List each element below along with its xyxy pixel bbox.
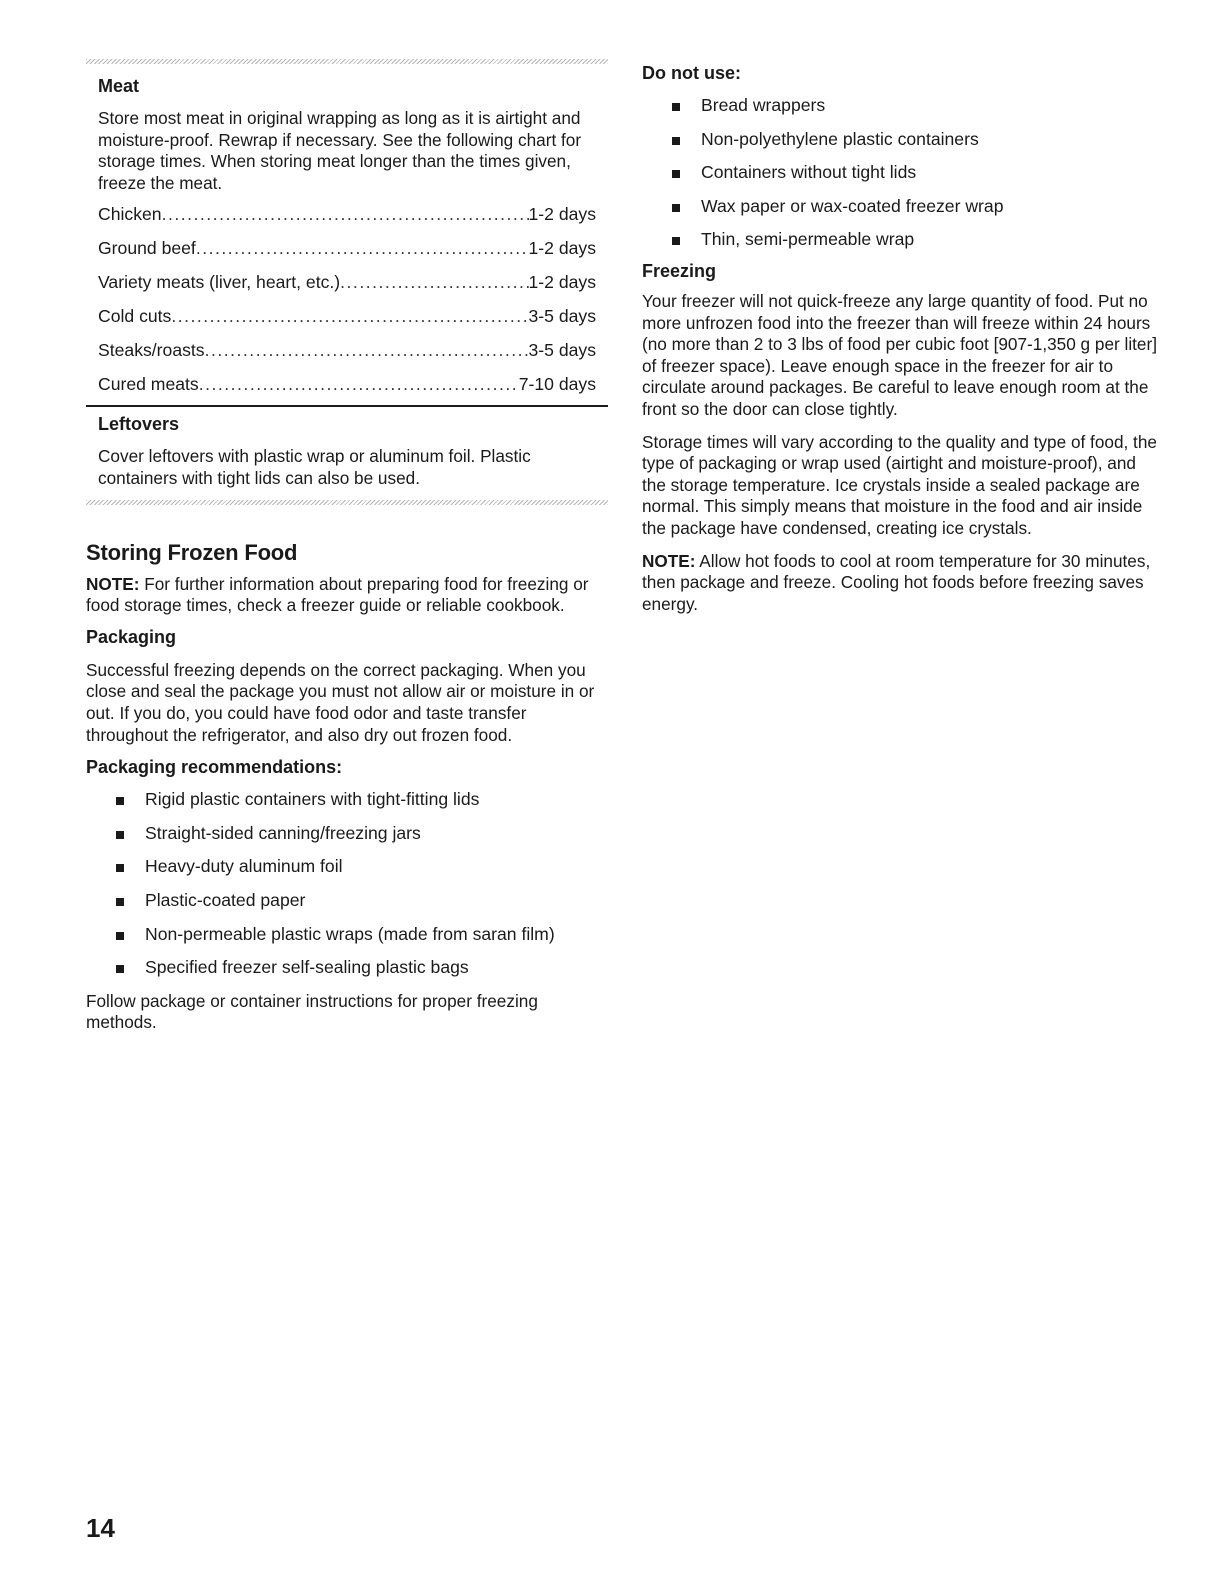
square-bullet-icon: [116, 932, 124, 940]
freezing-heading: Freezing: [642, 260, 717, 281]
dot-leader: [196, 231, 529, 265]
note-label: NOTE:: [642, 550, 696, 571]
square-bullet-icon: [116, 965, 124, 973]
list-item: Specified freezer self-sealing plastic bags: [86, 957, 608, 979]
bottom-hatch-border: [86, 500, 608, 505]
meat-time: 1-2 days: [528, 204, 596, 225]
meat-body: Store most meat in original wrapping as long as it is airtight and moisture-proof. Rewrap if necessary. See the following chart for storage times. When storing meat longer than the times given, freeze the meat.: [98, 108, 582, 193]
dot-leader: [205, 333, 529, 367]
follow-instructions: Follow package or container instructions for proper freezing methods.: [86, 990, 538, 1033]
note-text: For further information about preparing food for freezing or food storage times, check a freezer guide or reliable cookbook.: [86, 573, 589, 616]
square-bullet-icon: [116, 797, 124, 805]
meat-item: Steaks/roasts: [98, 340, 205, 361]
table-row: [98, 197, 596, 231]
square-bullet-icon: [672, 170, 680, 178]
meat-item: Cured meats: [98, 374, 199, 395]
list-item: Bread wrappers: [642, 95, 1162, 117]
meat-item: Variety meats (liver, heart, etc.): [98, 272, 341, 293]
list-item: Heavy-duty aluminum foil: [86, 856, 608, 878]
meat-time: 1-2 days: [528, 272, 596, 293]
square-bullet-icon: [116, 864, 124, 872]
left-column: [86, 0, 608, 1034]
meat-time: 3-5 days: [528, 340, 596, 361]
table-row: [98, 333, 596, 367]
do-not-use-list: [642, 95, 1162, 251]
storing-note: [86, 574, 608, 617]
meat-item: Cold cuts: [98, 306, 172, 327]
note-text: Allow hot foods to cool at room temperature for 30 minutes, then package and freeze. Cooling hot foods before freezing saves energy.: [642, 550, 1151, 614]
dot-leader: [340, 265, 528, 299]
list-item: Straight-sided canning/freezing jars: [86, 823, 608, 845]
leftovers-section: [86, 412, 608, 489]
meat-time: 7-10 days: [518, 374, 596, 395]
page-number: 14: [86, 1513, 115, 1543]
meat-item: Chicken: [98, 204, 162, 225]
packaging-body: Successful freezing depends on the correct packaging. When you close and seal the package you must not allow air or moisture in or out. If you do, you could have food odor and taste transfer throughout the refrigerator, and also dry out frozen food.: [86, 659, 595, 745]
square-bullet-icon: [672, 137, 680, 145]
list-item: Thin, semi-permeable wrap: [642, 229, 1162, 251]
freezing-body: Your freezer will not quick-freeze any large quantity of food. Put no more unfrozen food into the freezer than will freeze within 24 hours (no more than 2 to 3 lbs of food per cubic foot [907-1,350 g per liter] of freezer space). Leave enough space in the freezer for air to circulate around packages. Be careful to leave enough room at the front so the door can close tightly.: [642, 290, 1157, 419]
top-hatch-border: [86, 59, 608, 64]
freezing-note: [642, 551, 1162, 616]
dot-leader: [162, 197, 529, 231]
meat-time: 3-5 days: [528, 306, 596, 327]
table-row: [98, 231, 596, 265]
leftovers-heading: Leftovers: [98, 414, 180, 435]
packaging-heading: Packaging: [86, 626, 177, 647]
dot-leader: [171, 299, 528, 333]
square-bullet-icon: [672, 237, 680, 245]
recommendations-heading: Packaging recommendations:: [86, 757, 343, 778]
table-row: [98, 367, 596, 401]
meat-storage-table: [98, 197, 596, 401]
square-bullet-icon: [116, 831, 124, 839]
storage-times-body: Storage times will vary according to the quality and type of food, the type of packaging or wrap used (airtight and moisture-proof), and the storage temperature. Ice crystals inside a sealed package are normal. This simply means that moisture in the food and air inside the package have condensed, creating ice crystals.: [642, 431, 1157, 538]
list-item: Non-polyethylene plastic containers: [642, 129, 1162, 151]
right-column: [642, 0, 1162, 615]
square-bullet-icon: [672, 103, 680, 111]
storing-frozen-food-section: [86, 539, 608, 1034]
list-item: Containers without tight lids: [642, 162, 1162, 184]
section-title: Storing Frozen Food: [86, 539, 298, 565]
meat-section: [86, 74, 608, 401]
table-row: [98, 265, 596, 299]
dot-leader: [199, 367, 519, 401]
list-item: Non-permeable plastic wraps (made from saran film): [86, 924, 608, 946]
list-item: Wax paper or wax-coated freezer wrap: [642, 196, 1162, 218]
square-bullet-icon: [116, 898, 124, 906]
list-item: Rigid plastic containers with tight-fitting lids: [86, 789, 608, 811]
meat-time: 1-2 days: [528, 238, 596, 259]
note-label: NOTE:: [86, 573, 140, 594]
meat-item: Ground beef: [98, 238, 196, 259]
meat-heading: Meat: [98, 76, 140, 96]
section-divider: [86, 405, 608, 407]
recommendations-list: [86, 789, 608, 979]
do-not-use-heading: Do not use:: [642, 63, 741, 83]
square-bullet-icon: [672, 204, 680, 212]
list-item: Plastic-coated paper: [86, 890, 608, 912]
table-row: [98, 299, 596, 333]
leftovers-body: Cover leftovers with plastic wrap or aluminum foil. Plastic containers with tight lids can also be used.: [98, 446, 531, 488]
